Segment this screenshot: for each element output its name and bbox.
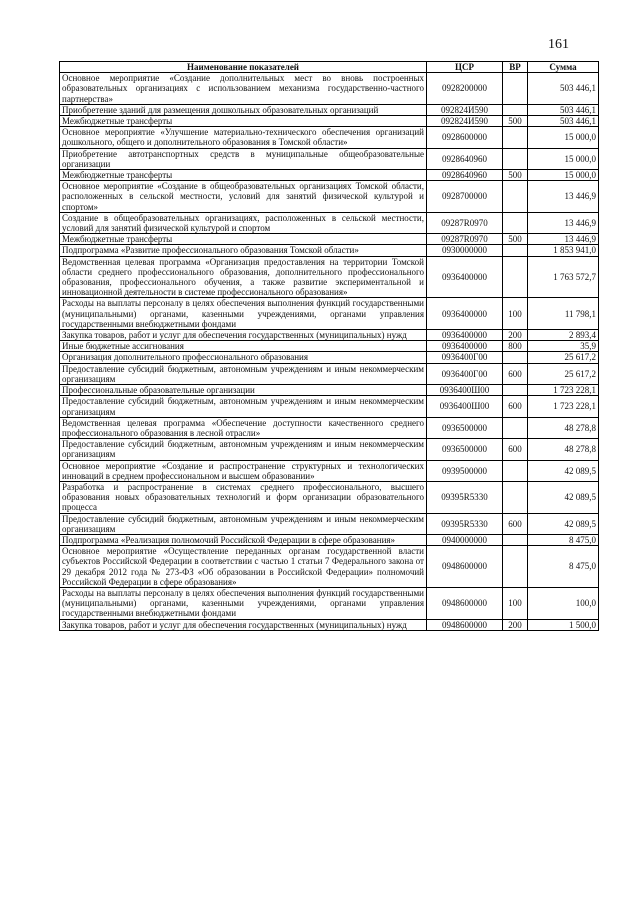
cell-csr: 0930000000 — [427, 245, 503, 256]
cell-csr: 0936400Ш00 — [427, 396, 503, 417]
header-csr: ЦСР — [427, 62, 503, 73]
cell-csr: 09395R5330 — [427, 481, 503, 513]
table-row — [60, 341, 599, 352]
table-row — [60, 352, 599, 363]
cell-sum: 42 089,5 — [528, 460, 599, 481]
table-row — [60, 170, 599, 181]
cell-csr: 0948600000 — [427, 546, 503, 588]
cell-csr: 0928640960 — [427, 170, 503, 181]
table-row — [60, 181, 599, 213]
table-row — [60, 298, 599, 330]
cell-sum: 13 446,9 — [528, 234, 599, 245]
cell-name: Предоставление субсидий бюджетным, автономным учреждениям и иным некоммерческим организациям — [60, 439, 427, 460]
table-row — [60, 234, 599, 245]
cell-name: Разработка и распространение в системах среднего профессионального, высшего образования новых образовательных технологий и форм организации образовательного процесса — [60, 481, 427, 513]
table-row — [60, 116, 599, 127]
cell-sum: 25 617,2 — [528, 363, 599, 384]
cell-name: Ведомственная целевая программа «Обеспечение доступности качественного среднего профессионального образования в лесной отрасли» — [60, 417, 427, 438]
cell-name: Основное мероприятие «Осуществление переданных органам государственной власти субъектов Российской Федерации в соответствии с частью 1 статьи 7 Федерального закона от 29 декабря 2012 года № 273-ФЗ «Об образовании в Российской Федерации» полномочий Российской Федерации в сфере образования» — [60, 546, 427, 588]
cell-name: Межбюджетные трансферты — [60, 234, 427, 245]
cell-sum: 11 798,1 — [528, 298, 599, 330]
cell-sum: 35,9 — [528, 341, 599, 352]
cell-sum: 42 089,5 — [528, 513, 599, 534]
cell-sum: 503 446,1 — [528, 73, 599, 105]
cell-vr — [503, 546, 528, 588]
cell-csr: 0936400Г00 — [427, 352, 503, 363]
cell-sum: 503 446,1 — [528, 116, 599, 127]
cell-csr: 0936400Ш00 — [427, 385, 503, 396]
cell-sum: 13 446,9 — [528, 181, 599, 213]
cell-vr — [503, 181, 528, 213]
page-number: 161 — [548, 37, 569, 52]
cell-csr: 09395R5330 — [427, 513, 503, 534]
cell-name: Закупка товаров, работ и услуг для обеспечения государственных (муниципальных) нужд — [60, 619, 427, 630]
cell-name: Межбюджетные трансферты — [60, 170, 427, 181]
cell-sum: 8 475,0 — [528, 546, 599, 588]
cell-name: Основное мероприятие «Создание дополнительных мест во вновь построенных образовательных организациях с использованием механизма государственно-частного партнерства» — [60, 73, 427, 105]
table-row — [60, 439, 599, 460]
cell-vr — [503, 460, 528, 481]
cell-vr: 200 — [503, 619, 528, 630]
cell-csr: 0936400000 — [427, 298, 503, 330]
cell-vr: 600 — [503, 363, 528, 384]
cell-vr — [503, 534, 528, 545]
table-row — [60, 212, 599, 233]
cell-csr: 0936500000 — [427, 439, 503, 460]
header-name: Наименование показателей — [60, 62, 427, 73]
table-row — [60, 330, 599, 341]
cell-sum: 1 853 941,0 — [528, 245, 599, 256]
table-row — [60, 73, 599, 105]
cell-csr: 0948600000 — [427, 619, 503, 630]
table-row — [60, 546, 599, 588]
cell-sum: 42 089,5 — [528, 481, 599, 513]
cell-name: Предоставление субсидий бюджетным, автономным учреждениям и иным некоммерческим организациям — [60, 396, 427, 417]
cell-csr: 09287R0970 — [427, 212, 503, 233]
table-row — [60, 396, 599, 417]
cell-sum: 1 723 228,1 — [528, 385, 599, 396]
cell-vr — [503, 148, 528, 169]
cell-csr: 0948600000 — [427, 587, 503, 619]
cell-vr: 500 — [503, 170, 528, 181]
header-sum: Сумма — [528, 62, 599, 73]
cell-sum: 503 446,1 — [528, 104, 599, 115]
table-row — [60, 385, 599, 396]
cell-name: Закупка товаров, работ и услуг для обеспечения государственных (муниципальных) нужд — [60, 330, 427, 341]
cell-vr: 600 — [503, 396, 528, 417]
table-row — [60, 245, 599, 256]
cell-name: Предоставление субсидий бюджетным, автономным учреждениям и иным некоммерческим организациям — [60, 363, 427, 384]
cell-csr: 0939500000 — [427, 460, 503, 481]
table-row — [60, 417, 599, 438]
cell-sum: 1 763 572,7 — [528, 256, 599, 298]
cell-sum: 8 475,0 — [528, 534, 599, 545]
cell-vr: 100 — [503, 298, 528, 330]
cell-vr: 800 — [503, 341, 528, 352]
cell-csr: 0936500000 — [427, 417, 503, 438]
cell-csr: 0928640960 — [427, 148, 503, 169]
header-vr: ВР — [503, 62, 528, 73]
cell-name: Предоставление субсидий бюджетным, автономным учреждениям и иным некоммерческим организациям — [60, 513, 427, 534]
cell-vr — [503, 127, 528, 148]
table-header-row — [60, 62, 599, 73]
cell-name: Приобретение зданий для размещения дошкольных образовательных организаций — [60, 104, 427, 115]
cell-name: Расходы на выплаты персоналу в целях обеспечения выполнения функций государственными (муниципальными) органами, казенными учреждениями, органами управления государственными внебюджетными фондами — [60, 298, 427, 330]
table-row — [60, 363, 599, 384]
cell-csr: 0936400Г00 — [427, 363, 503, 384]
cell-name: Подпрограмма «Развитие профессионального образования Томской области» — [60, 245, 427, 256]
cell-vr: 500 — [503, 116, 528, 127]
cell-vr — [503, 245, 528, 256]
cell-vr: 600 — [503, 439, 528, 460]
cell-name: Основное мероприятие «Создание в общеобразовательных организациях Томской области, расположенных в сельской местности, условий для занятий физической культурой и спортом» — [60, 181, 427, 213]
cell-csr: 0936400000 — [427, 341, 503, 352]
cell-csr: 0928700000 — [427, 181, 503, 213]
cell-name: Межбюджетные трансферты — [60, 116, 427, 127]
cell-csr: 0936400000 — [427, 256, 503, 298]
cell-csr: 0928200000 — [427, 73, 503, 105]
cell-sum: 100,0 — [528, 587, 599, 619]
cell-sum: 15 000,0 — [528, 127, 599, 148]
cell-vr: 200 — [503, 330, 528, 341]
cell-csr: 0940000000 — [427, 534, 503, 545]
cell-sum: 25 617,2 — [528, 352, 599, 363]
table-row — [60, 104, 599, 115]
cell-vr: 100 — [503, 587, 528, 619]
cell-sum: 15 000,0 — [528, 170, 599, 181]
cell-vr — [503, 352, 528, 363]
cell-name: Иные бюджетные ассигнования — [60, 341, 427, 352]
cell-csr: 0936400000 — [427, 330, 503, 341]
cell-csr: 092824И590 — [427, 116, 503, 127]
cell-name: Профессиональные образовательные организации — [60, 385, 427, 396]
cell-sum: 48 278,8 — [528, 439, 599, 460]
cell-sum: 13 446,9 — [528, 212, 599, 233]
table-row — [60, 534, 599, 545]
table-row — [60, 619, 599, 630]
cell-vr — [503, 417, 528, 438]
cell-name: Расходы на выплаты персоналу в целях обеспечения выполнения функций государственными (муниципальными) органами, казенными учреждениями, органами управления государственными внебюджетными фондами — [60, 587, 427, 619]
cell-vr — [503, 73, 528, 105]
cell-name: Подпрограмма «Реализация полномочий Российской Федерации в сфере образования» — [60, 534, 427, 545]
table-row — [60, 127, 599, 148]
cell-name: Организация дополнительного профессионального образования — [60, 352, 427, 363]
table-row — [60, 460, 599, 481]
table-row — [60, 513, 599, 534]
cell-vr — [503, 385, 528, 396]
cell-name: Приобретение автотранспортных средств в муниципальные общеобразовательные организации — [60, 148, 427, 169]
table-body — [60, 73, 599, 631]
table-row — [60, 587, 599, 619]
cell-csr: 0928600000 — [427, 127, 503, 148]
budget-table — [59, 61, 599, 631]
cell-name: Основное мероприятие «Улучшение материально-технического обеспечения организаций дошкольного, общего и дополнительного образования в Томской области» — [60, 127, 427, 148]
cell-vr — [503, 212, 528, 233]
table-row — [60, 256, 599, 298]
cell-vr: 600 — [503, 513, 528, 534]
cell-sum: 1 723 228,1 — [528, 396, 599, 417]
cell-name: Основное мероприятие «Создание и распространение структурных и технологических инноваций в среднем профессиональном и высшем образовании» — [60, 460, 427, 481]
cell-name: Создание в общеобразовательных организациях, расположенных в сельской местности, условий для занятий физической культурой и спортом — [60, 212, 427, 233]
cell-sum: 1 500,0 — [528, 619, 599, 630]
table-row — [60, 481, 599, 513]
table-row — [60, 148, 599, 169]
cell-csr: 092824И590 — [427, 104, 503, 115]
cell-sum: 15 000,0 — [528, 148, 599, 169]
cell-csr: 09287R0970 — [427, 234, 503, 245]
cell-vr — [503, 104, 528, 115]
cell-vr — [503, 481, 528, 513]
cell-vr — [503, 256, 528, 298]
cell-sum: 48 278,8 — [528, 417, 599, 438]
cell-sum: 2 893,4 — [528, 330, 599, 341]
cell-name: Ведомственная целевая программа «Организация предоставления на территории Томской области среднего профессионального образования, дополнительного профессионального образования, профессионального обучения, а также развитие экспериментальной и инновационной деятельности в системе профессионального образования» — [60, 256, 427, 298]
cell-vr: 500 — [503, 234, 528, 245]
